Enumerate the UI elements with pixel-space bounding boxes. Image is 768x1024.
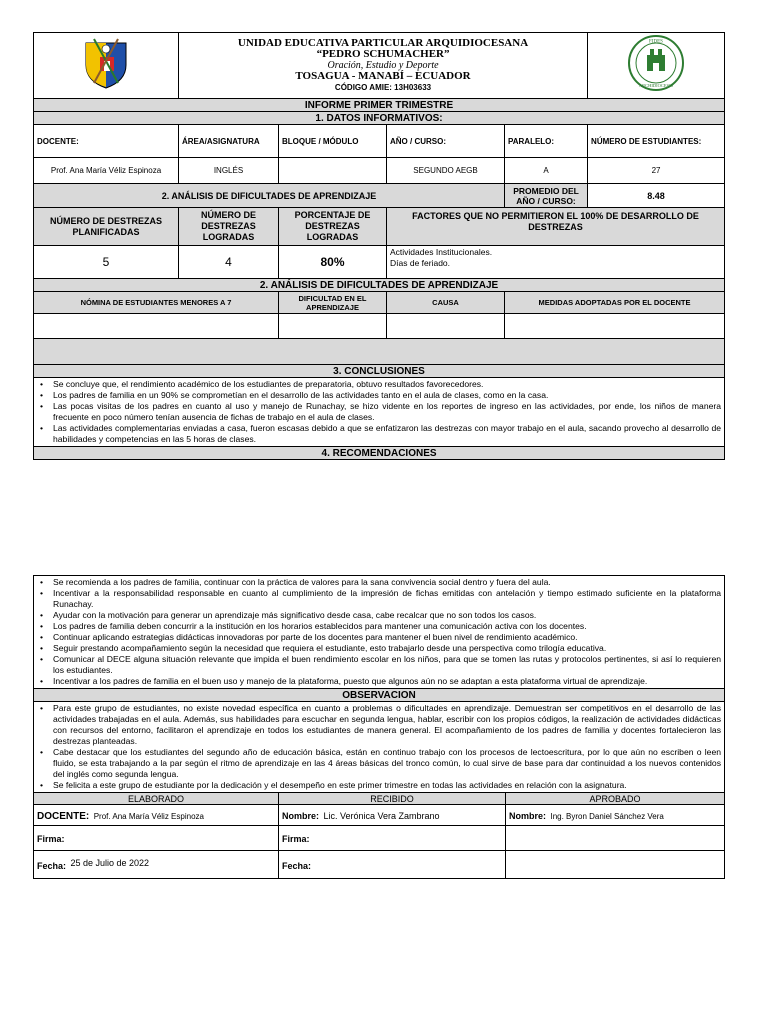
docente-value: Prof. Ana María Véliz Espinoza [93,812,204,821]
col-factores: FACTORES QUE NO PERMITIERON EL 100% DE DESARROLLO DE DESTREZAS [387,208,725,246]
amie-code: CÓDIGO AMIE: 13H03633 [334,83,432,92]
col-causa: CAUSA [387,292,505,314]
conclusiones-title: 3. CONCLUSIONES [34,365,725,378]
school-motto: Oración, Estudio y Deporte [327,60,439,71]
seal-bottom-text: ARCHIDIOCESIS [638,83,674,88]
destrezas-planificadas-value: 5 [34,246,179,279]
analisis2-title: 2. ANÁLISIS DE DIFICULTADES DE APRENDIZAJE [34,279,725,292]
datos-header-curso: AÑO / CURSO: [387,125,505,158]
report-page-top [33,32,724,460]
promedio-value: 8.48 [588,184,725,208]
recomendacion-item: • Se recomienda a los padres de familia, continuar con la práctica de valores para la sana convivencia social dentro y fuera del aula. [53,577,721,588]
conclusion-item: • Los padres de familia en un 90% se comprometían en el desarrollo de las actividades tanto en el aula de clases, como en la casa. [53,390,721,401]
col-medidas: MEDIDAS ADOPTADAS POR EL DOCENTE [505,292,725,314]
analisis-title: 2. ANÁLISIS DE DIFICULTADES DE APRENDIZAJE [34,184,505,208]
docente-fecha [34,851,279,879]
destrezas-logradas-value: 4 [179,246,279,279]
aprobado-firma [506,826,725,851]
datos-estudiantes-value: 27 [588,158,725,184]
report-page-bottom [33,575,724,879]
archdiocese-seal-icon [626,33,686,93]
report-title: INFORME PRIMER TRIMESTRE [34,99,725,112]
recomendacion-item: • Comunicar al DECE alguna situación relevante que impida el buen rendimiento escolar en los niños, para que se tomen las rutas y protocolos pertinentes, si así lo requieren los estudiantes. [53,654,721,676]
fecha-label: Fecha: [282,860,312,871]
observacion-item: • Cabe destacar que los estudiantes del segundo año de educación básica, están en continuo trabajo con los procesos de lectoescritura, por lo que aún no escriben o leen fluido, se esta trabajando a la par según el ritmo de aprendizaje en las 4 áreas básicas del tronco común, lo cual sirve de base para dar continuidad a los nuevos contenidos del inglés como segunda lengua. [53,747,721,780]
seal-cell [588,33,725,99]
firma-label: Firma: [282,834,310,844]
recibido-fecha [279,851,506,879]
aprobado-fecha [506,851,725,879]
conclusion-item: • Las pocas visitas de los padres en cuanto al uso y manejo de Runachay, se hizo vidente en los reportes de ingreso en las actividades, por ende, los niños de manera frecuente en poco número tenían ausencia de fichas de trabajo en el aula de clases. [53,401,721,423]
firma-label: Firma: [37,834,65,844]
school-shield-logo-icon [78,35,134,91]
recibido-nombre-value: Lic. Verónica Vera Zambrano [323,811,440,821]
col-destrezas-logradas: NÚMERO DE DESTREZAS LOGRADAS [179,208,279,246]
elaborado-header: ELABORADO [34,793,279,805]
school-header [179,33,588,99]
school-location: TOSAGUA - MANABÍ – ECUADOR [295,70,471,82]
school-logo-cell [34,33,179,99]
col-porcentaje-logradas: PORCENTAJE DE DESTREZAS LOGRADAS [279,208,387,246]
recomendaciones-list [37,577,721,687]
porcentaje-value: 80% [279,246,387,279]
school-line1: UNIDAD EDUCATIVA PARTICULAR ARQUIDIOCESANA [237,37,529,49]
datos-header-area: ÁREA/ASIGNATURA [179,125,279,158]
docente-signature-name [34,805,279,826]
datos-curso-value: SEGUNDO AEGB [387,158,505,184]
col-nomina: NÓMINA DE ESTUDIANTES MENORES A 7 [34,292,279,314]
recibido-header: RECIBIDO [279,793,506,805]
nombre-label: Nombre: [509,811,547,821]
recibido-signature-name [279,805,506,826]
recomendacion-item: • Continuar aplicando estrategias didácticas innovadoras por parte de los docentes para mantener el buen nivel de rendimiento académico. [53,632,721,643]
observacion-item: • Se felicita a este grupo de estudiante por la dedicación y el desempeño en este primer trimestre en todas las actividades en relación con la asignatura. [53,780,721,791]
aprobado-nombre-value: Ing. Byron Daniel Sánchez Vera [550,812,664,821]
seal-top-text: FIDES [649,39,663,45]
observacion-title: OBSERVACION [34,689,725,702]
docente-firma [34,826,279,851]
recomendacion-item: • Ayudar con la motivación para generar un aprendizaje más significativo desde casa, cabe recalcar que no son todos los casos. [53,610,721,621]
recomendacion-item: • Los padres de familia deben concurrir a la institución en los horarios establecidos para mantener una comunicación activa con los docentes. [53,621,721,632]
datos-bloque-value [279,158,387,184]
datos-area-value: INGLÉS [179,158,279,184]
analisis2-empty-row [34,314,725,339]
factor-item: Actividades Institucionales. [390,247,493,257]
recomendaciones-title: 4. RECOMENDACIONES [34,447,725,460]
promedio-label: PROMEDIO DEL AÑO / CURSO: [505,184,588,208]
datos-value-row [34,158,725,184]
observacion-item: • Para este grupo de estudiantes, no existe novedad específica en cuanto a problemas o dificultades en aprendizaje. Demuestran ser competitivos en el desarrollo de las actividades trabajadas en el aula. Además, sus habilidades para escuchar en segunda lengua, hablar, escribir con los propios códigos, la realización de actividades didácticas con recursos del entorno, facilitaron el aprendizaje en todos los estudiantes de manera general. El acompañamiento de los padres de familia y docentes fortalecieron las destrezas planteadas. [53,703,721,747]
col-dificultad: DIFICULTAD EN EL APRENDIZAJE [279,292,387,314]
nombre-label: Nombre: [282,811,320,821]
observacion-body [34,702,725,793]
datos-header-paralelo: PARALELO: [505,125,588,158]
gray-spacer-row [34,339,725,365]
recomendacion-item: • Incentivar a los padres de familia en el buen uso y manejo de la plataforma, puesto que algunos aún no se adaptan a esta plataforma virtual de aprendizaje. [53,676,721,687]
datos-paralelo-value: A [505,158,588,184]
recomendacion-item: • Seguir prestando acompañamiento según la necesidad que requiera el estudiante, esto trabajarlo desde una perspectiva como trilogía educativa. [53,643,721,654]
datos-title: 1. DATOS INFORMATIVOS: [34,112,725,125]
datos-docente-value: Prof. Ana María Véliz Espinoza [34,158,179,184]
report-table-bottom [33,575,725,879]
datos-header-estudiantes: NÚMERO DE ESTUDIANTES: [588,125,725,158]
recibido-firma [279,826,506,851]
datos-header-docente: DOCENTE: [34,125,179,158]
col-destrezas-planificadas: NÚMERO DE DESTREZAS PLANIFICADAS [34,208,179,246]
fecha-label: Fecha: [37,860,67,871]
recomendacion-item: • Incentivar a la responsabilidad responsable en cuanto al cumplimiento de la impresión de fichas emitidas con antelación y tiempo estimado suficiente en la plataforma Runachay. [53,588,721,610]
conclusiones-list [37,379,721,445]
datos-header-bloque: BLOQUE / MÓDULO [279,125,387,158]
docente-label: DOCENTE: [37,811,90,822]
datos-header-row [34,125,725,158]
school-line2: “PEDRO SCHUMACHER” [316,48,450,60]
conclusion-item: • Las actividades complementarias enviadas a casa, fueron escasas debido a que se enfatizaron las destrezas con mayor trabajo en el aula, sacando provecho al desarrollo de habilidades y competencias en las 5 horas de clases. [53,423,721,445]
recomendaciones-body [34,576,725,689]
observacion-list [37,703,721,791]
factores-cell [387,246,725,279]
aprobado-header: APROBADO [506,793,725,805]
factor-item: Días de feriado. [390,258,451,268]
conclusion-item: • Se concluye que, el rendimiento académico de los estudiantes de preparatoria, obtuvo resultados favorecedores. [53,379,721,390]
report-table-top [33,32,725,460]
fecha-value: 25 de Julio de 2022 [70,857,150,868]
aprobado-signature-name [506,805,725,826]
conclusiones-body [34,378,725,447]
